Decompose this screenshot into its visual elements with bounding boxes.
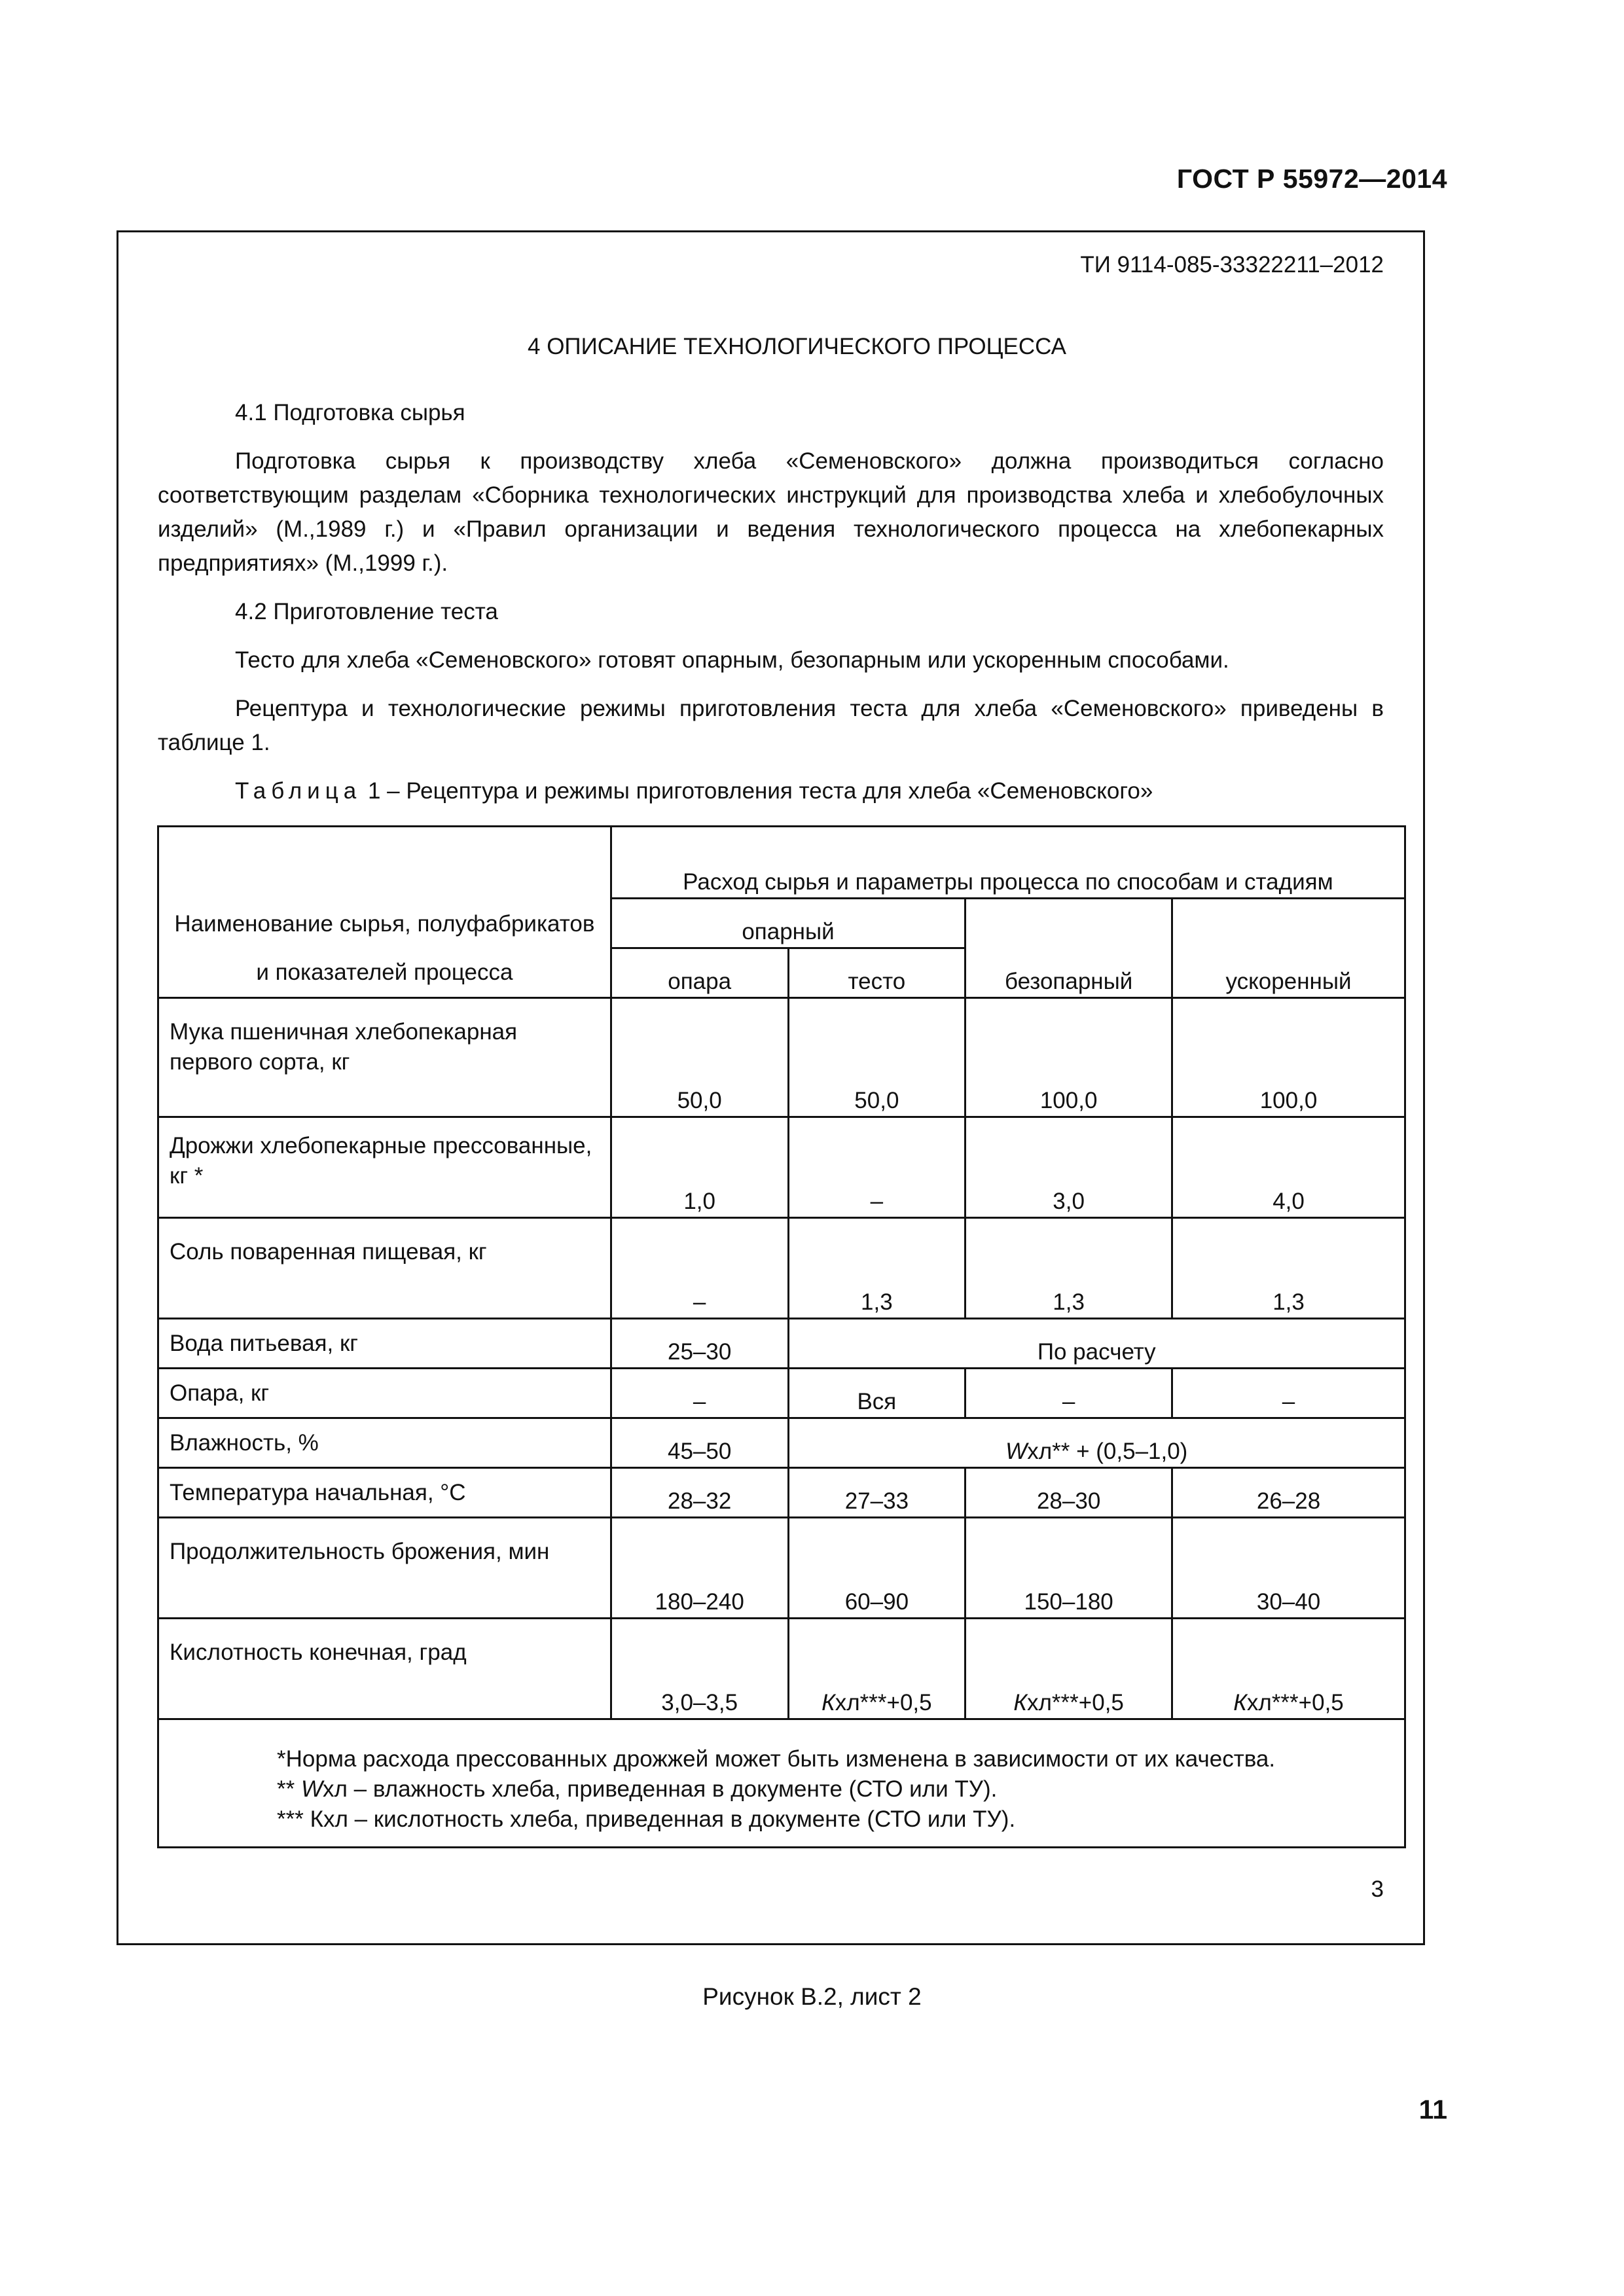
table-caption-rest: 1 – Рецептура и режимы приготовления теста для хлеба «Семеновского» (361, 778, 1153, 804)
note-3: *** Кхл – кислотность хлеба, приведенная в документе (СТО или ТУ). (277, 1806, 1016, 1832)
row-salt-v4: 1,3 (1172, 1218, 1405, 1319)
note-2: ** Wхл – влажность хлеба, приведенная в документе (СТО или ТУ). (277, 1776, 998, 1802)
row-flour-name: Мука пшеничная хлебопекарная первого сорта, кг (158, 998, 611, 1117)
header-method-fast: ускоренный (1172, 899, 1405, 998)
table-row (158, 1319, 1405, 1369)
row-temp-v1: 28–32 (611, 1468, 788, 1518)
section-title: 4 ОПИСАНИЕ ТЕХНОЛОГИЧЕСКОГО ПРОЦЕССА (528, 334, 1066, 359)
p2-heading: 4.2 Приготовление теста (235, 599, 498, 624)
row-temp-v2: 27–33 (788, 1468, 965, 1518)
p1-heading: 4.1 Подготовка сырья (235, 400, 465, 425)
row-ferment-v4: 30–40 (1172, 1518, 1405, 1619)
table-row (158, 1468, 1405, 1518)
row-temp-v4: 26–28 (1172, 1468, 1405, 1518)
document-sheet-frame (117, 230, 1425, 1945)
row-salt-v1: – (611, 1218, 788, 1319)
note-2-rest: хл – влажность хлеба, приведенная в документе (СТО или ТУ). (323, 1776, 998, 1802)
doc-code: ТИ 9114-085-33322211–2012 (1080, 252, 1384, 278)
row-temp-name: Температура начальная, °С (158, 1468, 611, 1518)
header-stage-sponge: опара (611, 948, 788, 998)
acidity-k-letter: К (1233, 1690, 1247, 1715)
moisture-w-letter: W (1005, 1439, 1028, 1464)
header-method-sponge: опарный (611, 899, 965, 948)
row-moisture-span (788, 1418, 1405, 1468)
p1-text: Подготовка сырья к производству хлеба «Семеновского» должна производиться согласно соответствующим разделам «Сборника технологических инструкций для производства хлеба и хлебобулочных изделий» (М.,1989 г.) и «Правил организации и ведения технологического процесса на хлебопекарных предприятиях» (М.,1999 г.). (158, 448, 1384, 576)
table-caption-word: Таблица (235, 778, 362, 804)
row-yeast-v3: 3,0 (965, 1117, 1172, 1218)
table-row (158, 1369, 1405, 1418)
table-row (158, 1518, 1405, 1619)
row-acidity-v1: 3,0–3,5 (611, 1619, 788, 1719)
row-ferment-v2: 60–90 (788, 1518, 965, 1619)
acidity-formula: хл***+0,5 (1027, 1690, 1124, 1715)
recipe-table (157, 825, 1406, 1848)
header-group: Расход сырья и параметры процесса по способам и стадиям (611, 827, 1405, 899)
row-yeast-v4: 4,0 (1172, 1117, 1405, 1218)
row-acidity-v3 (965, 1619, 1172, 1719)
row-acidity-v4 (1172, 1619, 1405, 1719)
acidity-formula: хл***+0,5 (1246, 1690, 1344, 1715)
table-row (158, 1619, 1405, 1719)
table-row (158, 1117, 1405, 1218)
page-number: 11 (1418, 2094, 1447, 2125)
table-notes (158, 1719, 1405, 1848)
header-name-col: Наименование сырья, полуфабрикатов и показателей процесса (158, 827, 611, 998)
note-2-w-letter: W (300, 1776, 323, 1802)
acidity-formula: хл***+0,5 (835, 1690, 932, 1715)
row-sponge-name: Опара, кг (158, 1369, 611, 1418)
sheet-page-number: 3 (1371, 1876, 1384, 1902)
row-salt-v2: 1,3 (788, 1218, 965, 1319)
acidity-k-letter: К (821, 1690, 835, 1715)
row-water-v1: 25–30 (611, 1319, 788, 1369)
row-acidity-name: Кислотность конечная, град (158, 1619, 611, 1719)
acidity-k-letter: К (1013, 1690, 1027, 1715)
row-yeast-name: Дрожжи хлебопекарные прессованные, кг * (158, 1117, 611, 1218)
row-sponge-v4: – (1172, 1369, 1405, 1418)
p3-text: Рецептура и технологические режимы приготовления теста для хлеба «Семеновского» приведены в таблице 1. (158, 696, 1384, 755)
row-flour-v1: 50,0 (611, 998, 788, 1117)
row-sponge-v3: – (965, 1369, 1172, 1418)
row-salt-name: Соль поваренная пищевая, кг (158, 1218, 611, 1319)
row-flour-v3: 100,0 (965, 998, 1172, 1117)
row-ferment-v3: 150–180 (965, 1518, 1172, 1619)
row-flour-v4: 100,0 (1172, 998, 1405, 1117)
moisture-formula-rest: хл** + (0,5–1,0) (1027, 1439, 1188, 1464)
header-method-straight: безопарный (965, 899, 1172, 998)
row-yeast-v2: – (788, 1117, 965, 1218)
header-stage-dough: тесто (788, 948, 965, 998)
standard-header: ГОСТ Р 55972—2014 (1176, 164, 1447, 194)
p2-text: Тесто для хлеба «Семеновского» готовят опарным, безопарным или ускоренным способами. (235, 647, 1229, 673)
row-salt-v3: 1,3 (965, 1218, 1172, 1319)
row-water-name: Вода питьевая, кг (158, 1319, 611, 1369)
row-acidity-v2 (788, 1619, 965, 1719)
table-row (158, 1218, 1405, 1319)
row-ferment-name: Продолжительность брожения, мин (158, 1518, 611, 1619)
row-moisture-name: Влажность, % (158, 1418, 611, 1468)
row-temp-v3: 28–30 (965, 1468, 1172, 1518)
row-sponge-v1: – (611, 1369, 788, 1418)
table-notes-row (158, 1719, 1405, 1848)
body-text (158, 396, 1384, 808)
table-caption (158, 774, 1384, 808)
row-sponge-v2: Вся (788, 1369, 965, 1418)
row-ferment-v1: 180–240 (611, 1518, 788, 1619)
row-flour-v2: 50,0 (788, 998, 965, 1117)
table-row (158, 998, 1405, 1117)
row-water-span: По расчету (788, 1319, 1405, 1369)
row-yeast-v1: 1,0 (611, 1117, 788, 1218)
table-row (158, 1418, 1405, 1468)
note-1: *Норма расхода прессованных дрожжей может быть изменена в зависимости от их качества. (277, 1746, 1276, 1772)
row-moisture-v1: 45–50 (611, 1418, 788, 1468)
figure-caption: Рисунок В.2, лист 2 (702, 1983, 922, 2010)
